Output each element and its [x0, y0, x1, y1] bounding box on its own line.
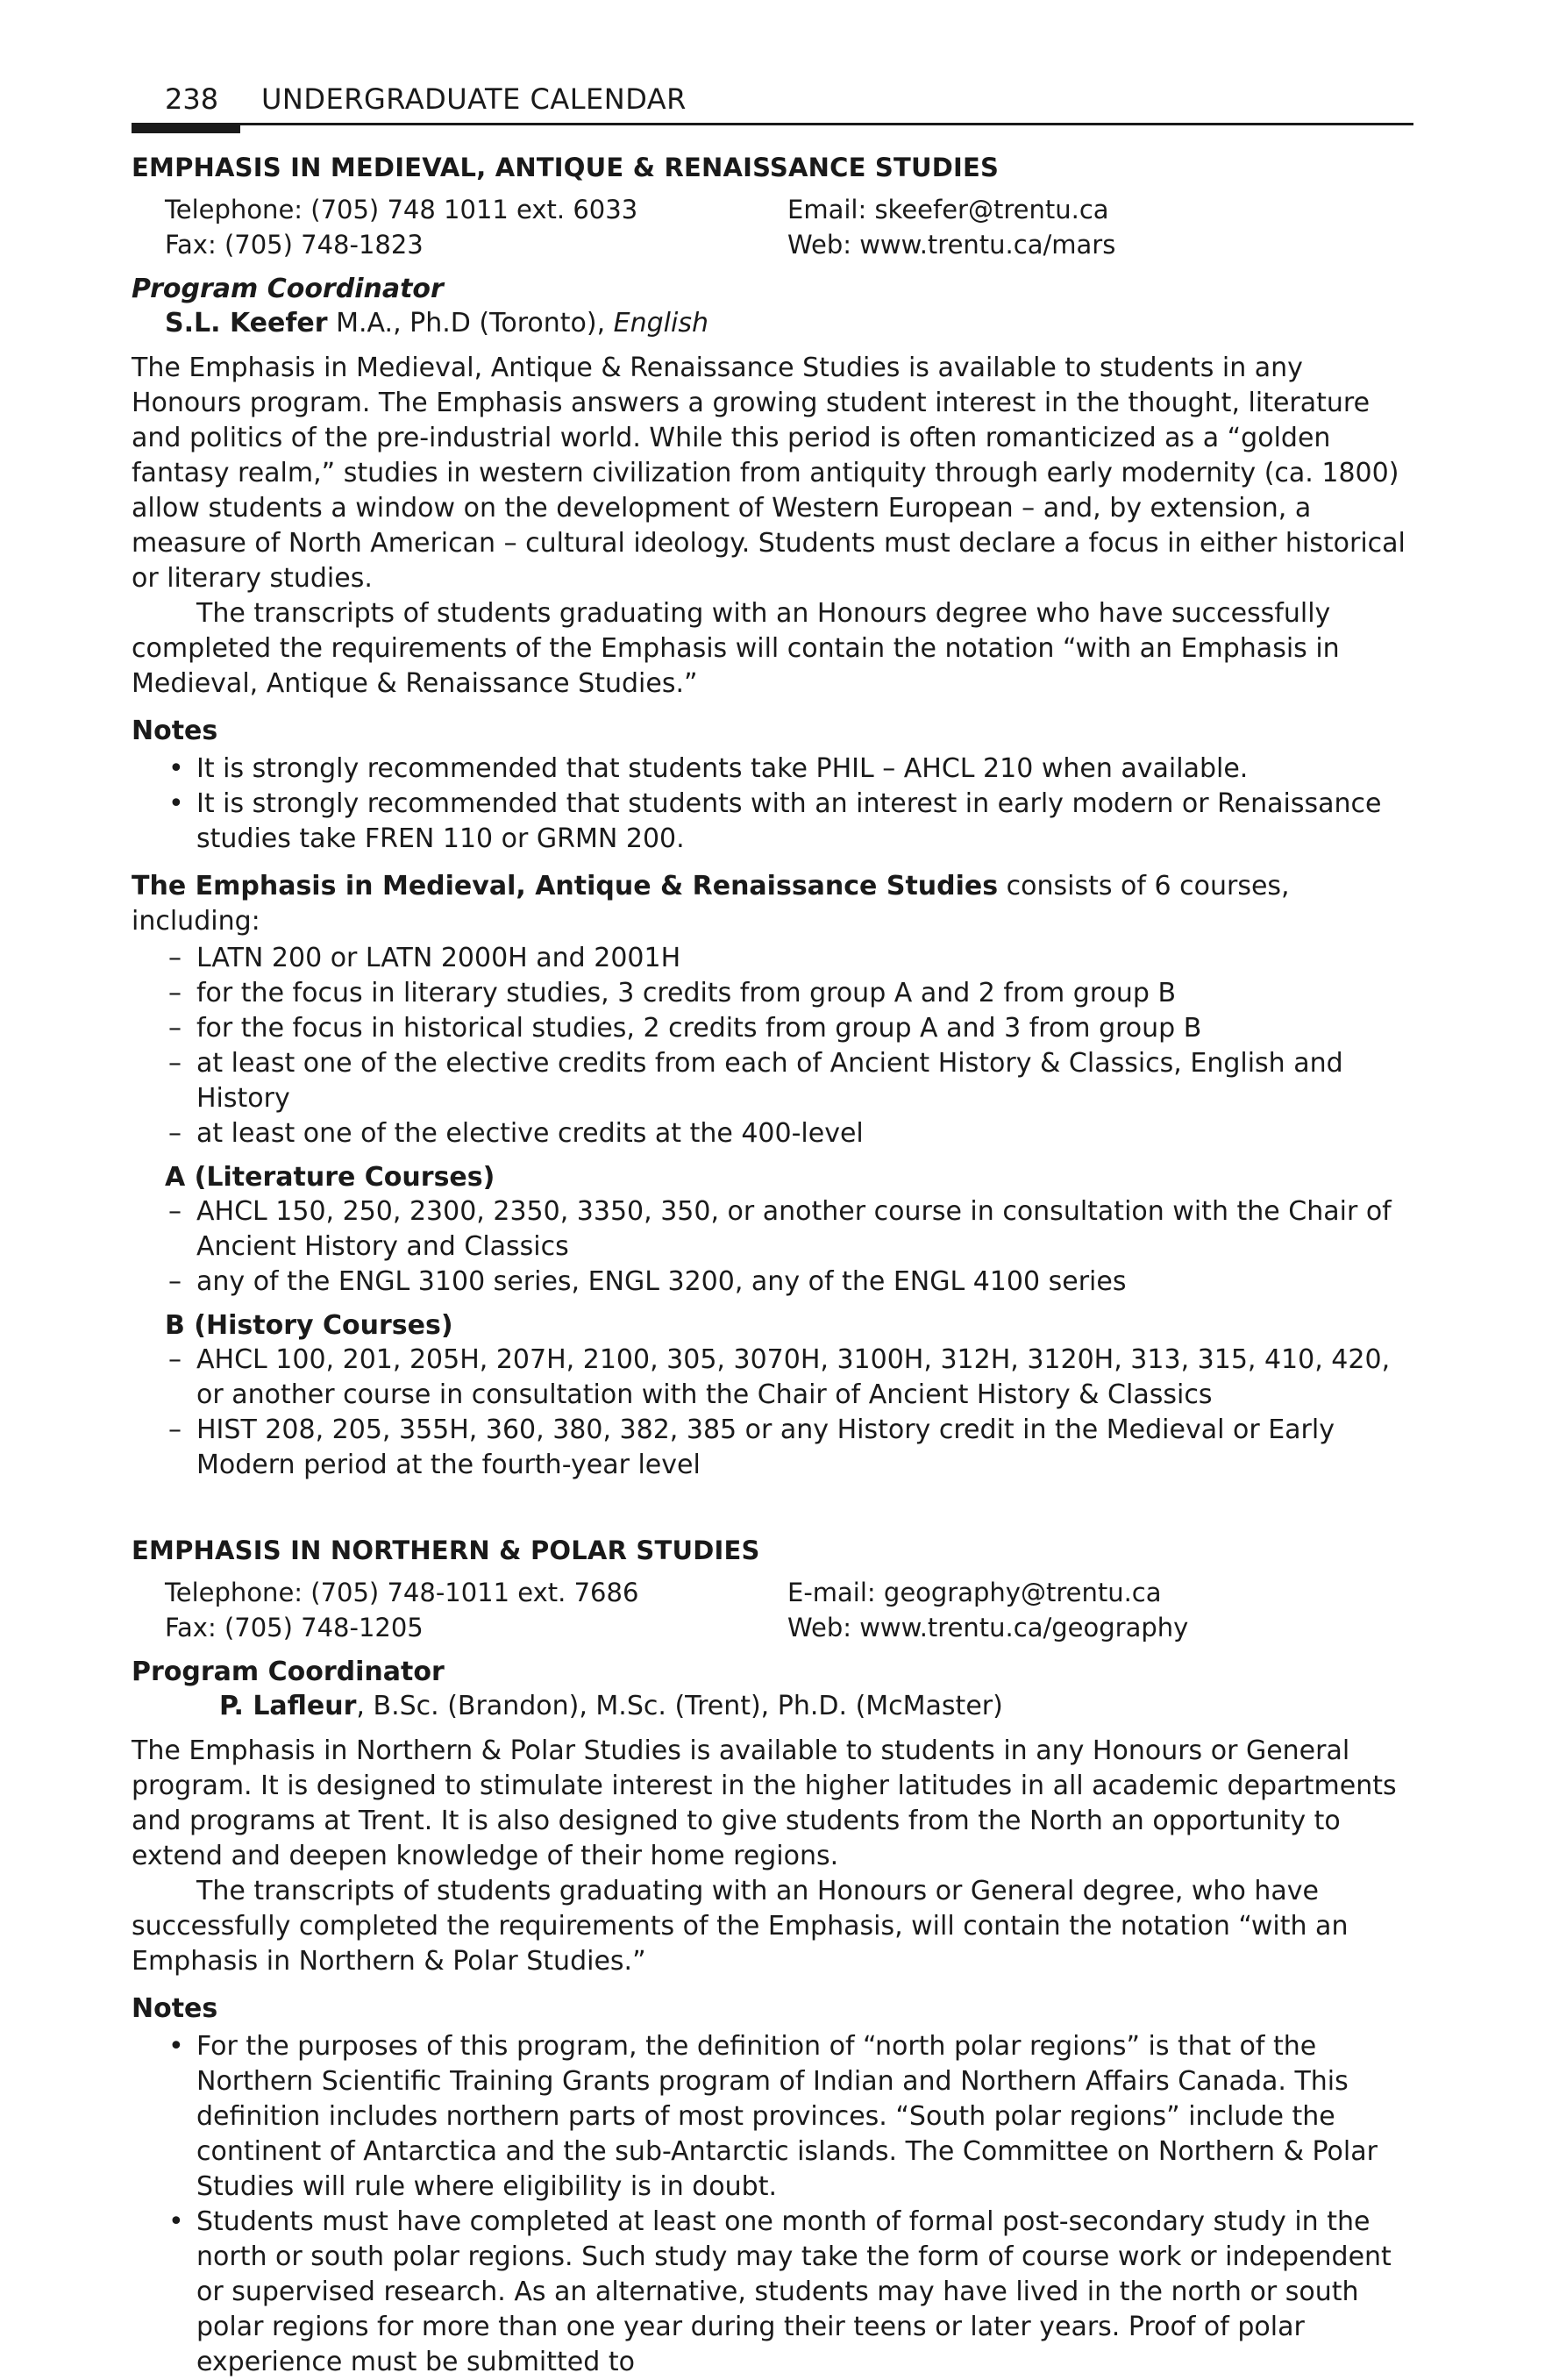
list-item: – for the focus in literary studies, 3 credits from group A and 2 from group B — [132, 976, 1413, 1011]
dash-mark: – — [168, 1048, 182, 1079]
list-item: • It is strongly recommended that students take PHIL – AHCL 210 when available. — [132, 752, 1413, 787]
list-item: – AHCL 150, 250, 2300, 2350, 3350, 350, or another course in consultation with the Chair of Ancient History and Classics — [168, 1196, 1392, 1262]
mars-requirements-intro: The Emphasis in Medieval, Antique & Renaissance Studies consists of 6 courses, including: — [132, 871, 1290, 937]
running-title: UNDERGRADUATE CALENDAR — [261, 82, 687, 116]
list-item: – LATN 200 or LATN 2000H and 2001H — [132, 941, 1413, 976]
dash-mark: – — [168, 943, 182, 973]
dash-mark: – — [168, 978, 182, 1008]
northern-coordinator-degrees: , B.Sc. (Brandon), M.Sc. (Trent), Ph.D. (McMaster) — [356, 1691, 1003, 1721]
mars-notes-label: Notes — [132, 716, 218, 746]
list-item: • For the purposes of this program, the definition of “north polar regions” is that of the Northern Scientific Training Grants program of Indian and Northern Affairs Canada. This definition includes northern parts of most provinces. “South polar regions” include the continent of Antarctica and the sub-Antarctic islands. The Committee on Northern & Polar Studies will rule where eligibility is in doubt. — [168, 2031, 1378, 2202]
calendar-page — [132, 79, 1413, 2380]
list-item: – HIST 208, 205, 355H, 360, 380, 382, 385 or any History credit in the Medieval or Early Modern period at the fourth-year level — [168, 1414, 1335, 1480]
group-a-label: A (Literature Courses) — [165, 1162, 495, 1193]
header-tab-bar — [132, 123, 240, 133]
mars-requirements-lead: The Emphasis in Medieval, Antique & Renaissance Studies — [132, 871, 999, 901]
mars-section-title: EMPHASIS IN MEDIEVAL, ANTIQUE & RENAISSANCE STUDIES — [132, 153, 1000, 182]
mars-transcript-paragraph: The transcripts of students graduating with an Honours degree who have successfully completed the requirements of the Emphasis will contain the notation “with an Emphasis in Medieval, Antique & Renaissance Studies.” — [132, 598, 1340, 699]
northern-coordinator — [219, 1691, 1413, 1721]
dash-mark: – — [168, 1266, 182, 1297]
header-rule — [132, 123, 1413, 125]
dash-mark: – — [168, 1118, 182, 1149]
mars-web: Web: www.trentu.ca/mars — [787, 230, 1116, 260]
mars-coordinator-degrees: M.A., Ph.D (Toronto), — [327, 308, 614, 338]
dash-mark: – — [168, 1414, 182, 1445]
northern-contact-block — [132, 1578, 1413, 1648]
mars-coordinator-name: S.L. Keefer — [165, 308, 328, 338]
northern-transcript-paragraph: The transcripts of students graduating with an Honours or General degree, who have successfully completed the requirements of the Emphasis, will contain the notation “with an Emphasis in Northern & Polar Studies.” — [132, 1876, 1349, 1977]
bullet-mark: • — [168, 2206, 184, 2237]
mars-contact-block — [132, 195, 1413, 265]
northern-web: Web: www.trentu.ca/geography — [787, 1613, 1189, 1642]
list-item: – AHCL 100, 201, 205H, 207H, 2100, 305, 3070H, 3100H, 312H, 3120H, 313, 315, 410, 420, or another course in consultation with the Chair of Ancient History & Classics — [168, 1344, 1391, 1410]
bullet-mark: • — [168, 788, 184, 819]
mars-fax: Fax: (705) 748-1823 — [165, 230, 424, 260]
bullet-mark: • — [168, 2031, 184, 2062]
dash-mark: – — [168, 1196, 182, 1227]
dash-mark: – — [168, 1344, 182, 1375]
mars-telephone: Telephone: (705) 748 1011 ext. 6033 — [165, 195, 638, 224]
bullet-mark: • — [168, 753, 184, 784]
mars-coordinator — [165, 308, 1413, 338]
list-item: – at least one of the elective credits at the 400-level — [132, 1116, 1413, 1151]
mars-notes-list — [132, 752, 1413, 857]
mars-requirements-list — [132, 941, 1413, 1151]
northern-telephone: Telephone: (705) 748-1011 ext. 7686 — [165, 1578, 639, 1607]
list-item: • It is strongly recommended that students with an interest in early modern or Renaissance studies take FREN 110 or GRMN 200. — [168, 788, 1382, 854]
northern-notes-label: Notes — [132, 1993, 218, 2024]
northern-intro-paragraph: The Emphasis in Northern & Polar Studies is available to students in any Honours or General program. It is designed to stimulate interest in the higher latitudes in all academic departments and programs at Trent. It is also designed to give students from the North an opportunity to extend and deepen knowledge of their home regions. — [132, 1735, 1397, 1871]
list-item: • Students must have completed at least one month of formal post-secondary study in the north or south polar regions. Such study may take the form of course work or independent or supervised research. As an alternative, students may have lived in the north or south polar regions for more than one year during their teens or later years. Proof of polar experience must be submitted to — [168, 2206, 1392, 2377]
group-a-list — [132, 1194, 1413, 1300]
group-b-label: B (History Courses) — [165, 1310, 453, 1341]
list-item: – any of the ENGL 3100 series, ENGL 3200, any of the ENGL 4100 series — [132, 1265, 1413, 1300]
northern-fax: Fax: (705) 748-1205 — [165, 1613, 424, 1642]
group-b-list — [132, 1343, 1413, 1483]
mars-email: Email: skeefer@trentu.ca — [787, 195, 1109, 224]
northern-coordinator-name: P. Lafleur — [219, 1691, 357, 1721]
northern-notes-list — [132, 2029, 1413, 2380]
mars-coordinator-dept: English — [613, 308, 708, 338]
northern-email: E-mail: geography@trentu.ca — [787, 1578, 1162, 1607]
northern-section-title: EMPHASIS IN NORTHERN & POLAR STUDIES — [132, 1536, 760, 1565]
list-item: – for the focus in historical studies, 2 credits from group A and 3 from group B — [132, 1011, 1413, 1046]
running-head — [132, 79, 1413, 133]
mars-coordinator-label: Program Coordinator — [132, 274, 444, 304]
list-item: – at least one of the elective credits from each of Ancient History & Classics, English and History — [168, 1048, 1343, 1114]
dash-mark: – — [168, 1013, 182, 1044]
mars-intro-paragraph: The Emphasis in Medieval, Antique & Renaissance Studies is available to students in any Honours program. The Emphasis answers a growing student interest in the thought, literature and politics of the pre-industrial world. While this period is often romanticized as a “golden fantasy realm,” studies in western civilization from antiquity through early modernity (ca. 1800) allow students a window on the development of Western European – and, by extension, a measure of North American – cultural ideology. Students must declare a focus in either historical or literary studies. — [132, 353, 1406, 594]
page-number: 238 — [165, 82, 219, 116]
northern-coordinator-label: Program Coordinator — [132, 1657, 445, 1687]
